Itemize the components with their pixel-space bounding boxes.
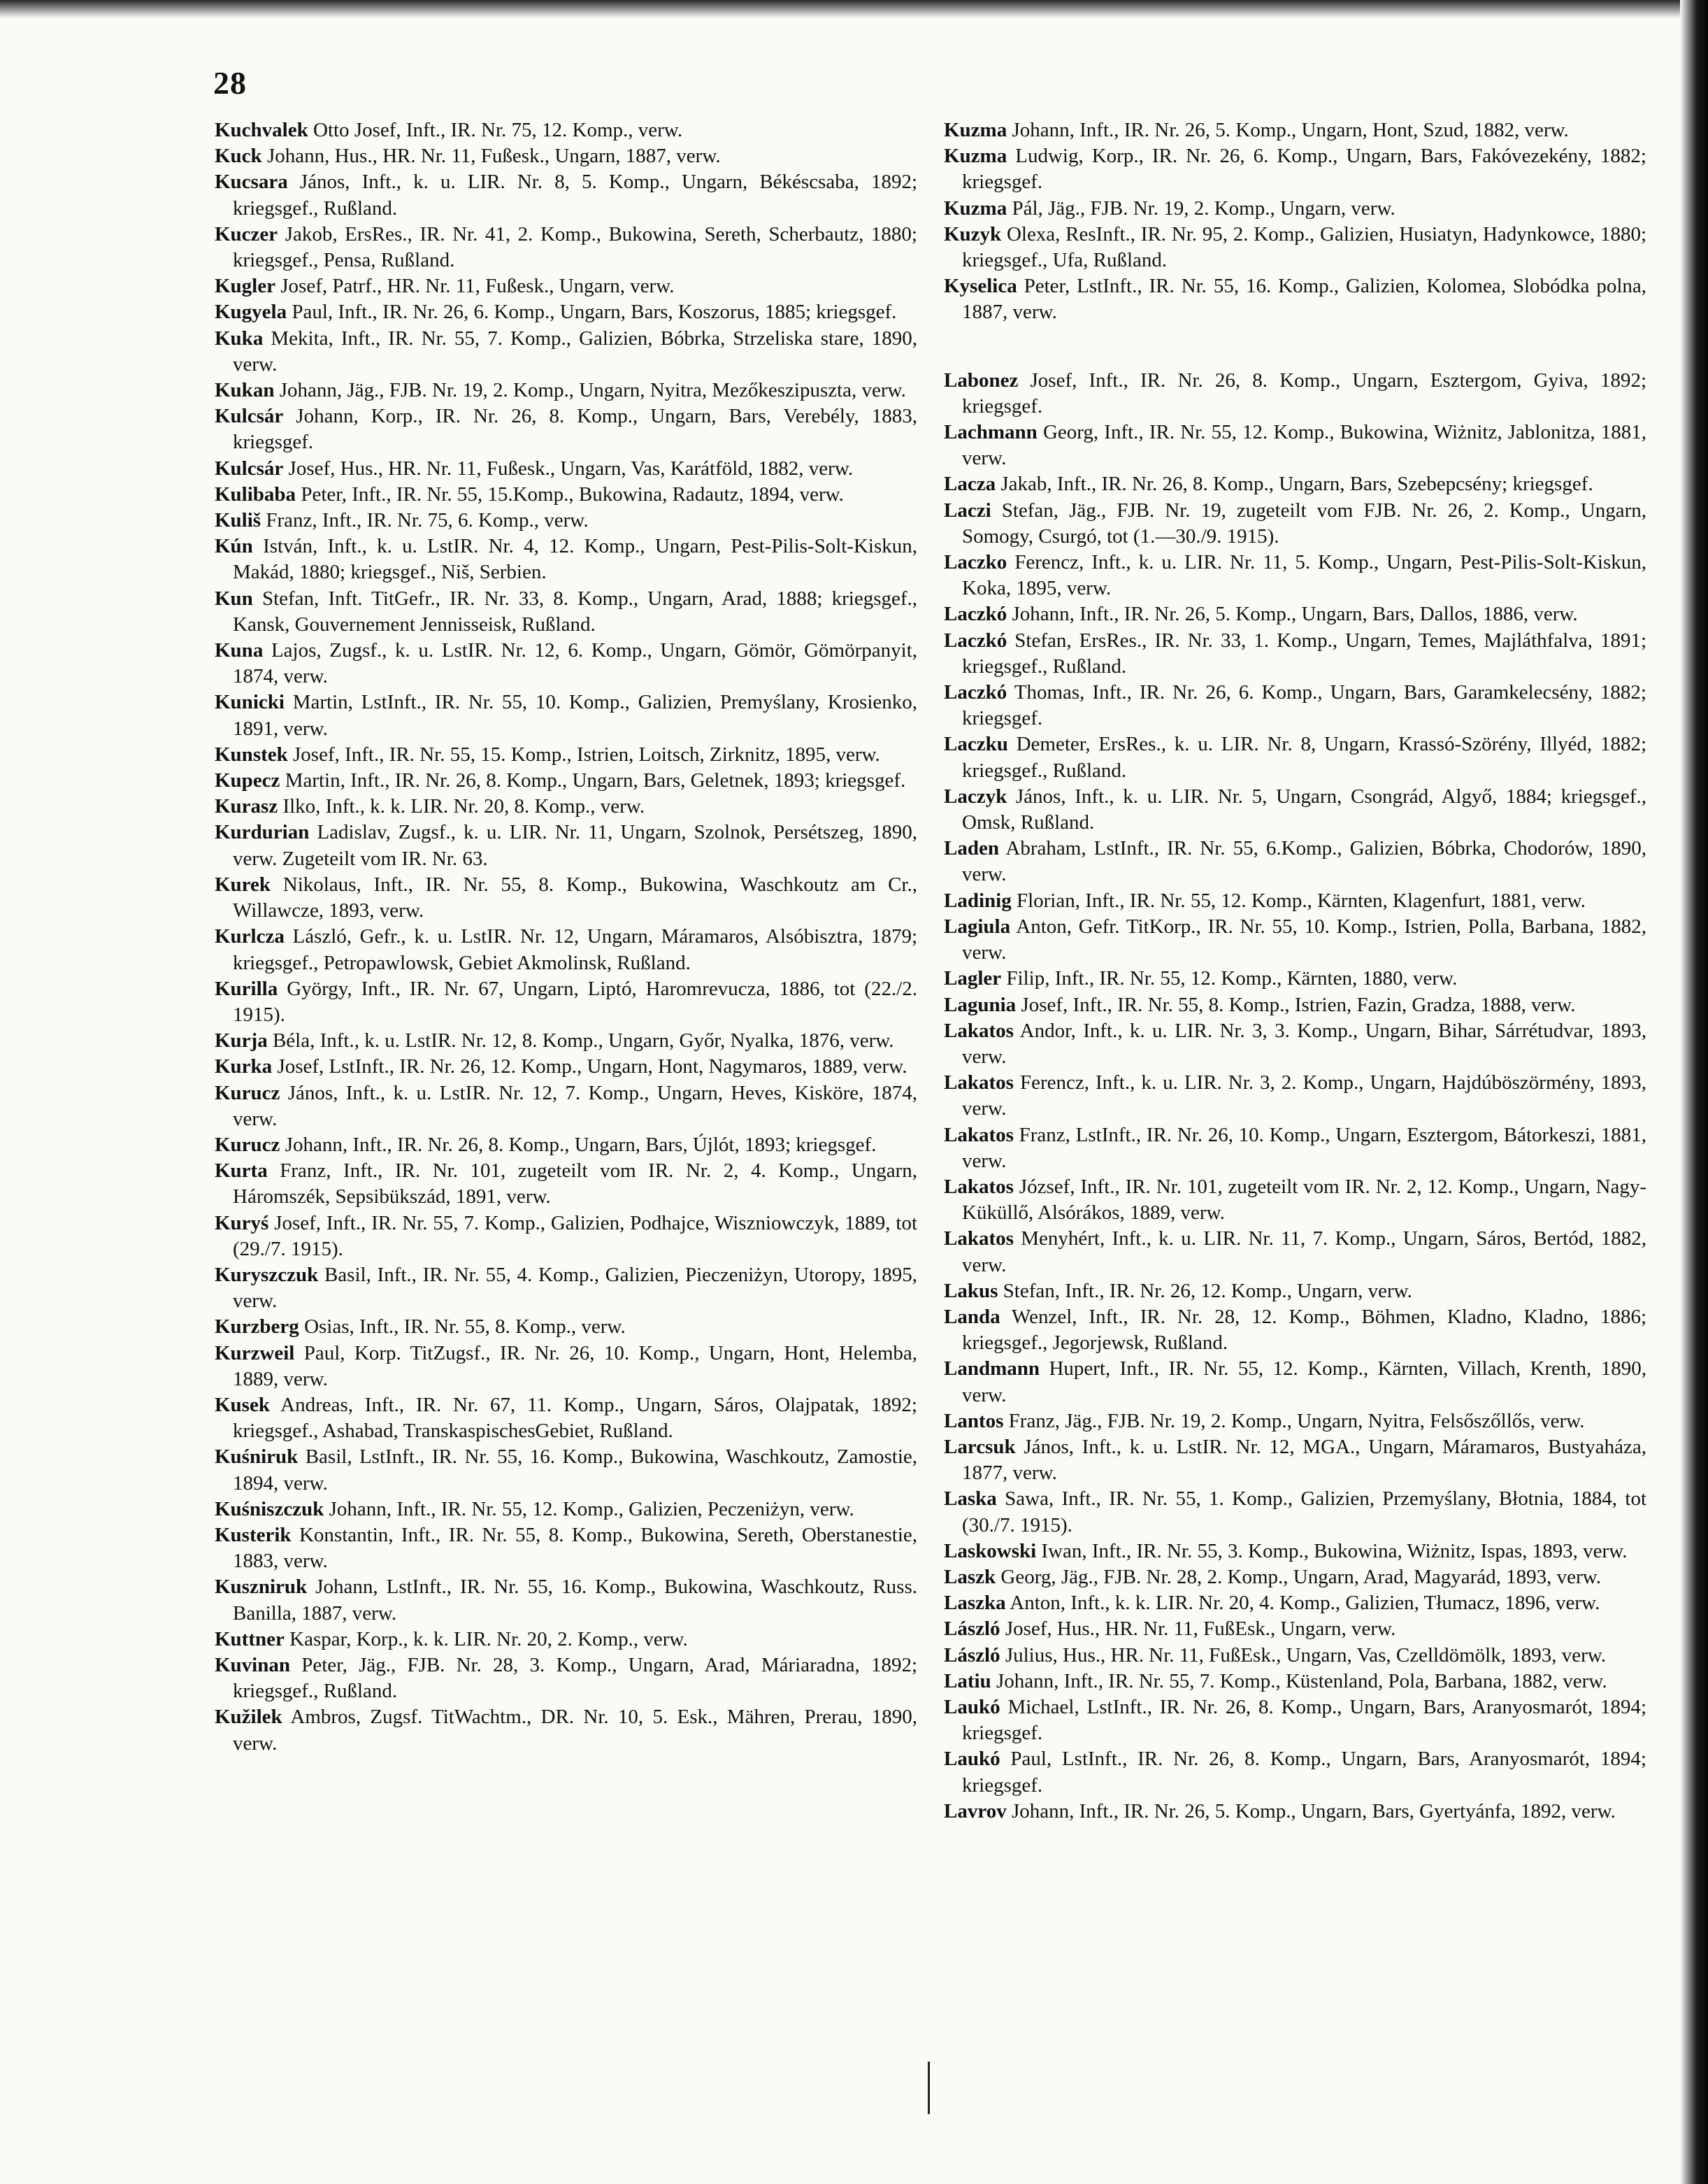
entry-details: Ilko, Inft., k. k. LIR. Nr. 20, 8. Komp., verw.	[282, 795, 645, 818]
list-item	[944, 784, 1646, 836]
entry-surname: Kuvinan	[215, 1653, 290, 1676]
entry-surname: Kužilek	[215, 1706, 282, 1729]
list-item	[215, 1444, 917, 1496]
entry-surname: Lagiula	[944, 915, 1011, 938]
entry-surname: Latiu	[944, 1669, 991, 1692]
list-item	[215, 924, 917, 976]
list-item	[944, 222, 1646, 273]
entry-surname: Larcsuk	[944, 1435, 1016, 1458]
list-item	[944, 731, 1646, 783]
right-column-k-section	[944, 117, 1646, 326]
entry-details: Konstantin, Inft., IR. Nr. 55, 8. Komp., Bukowina, Sereth, Oberstanestie, 1883, verw.	[233, 1523, 917, 1573]
entry-details: Franz, Jäg., FJB. Nr. 19, 2. Komp., Ungarn, Nyitra, Felsőszőllős, verw.	[1008, 1409, 1585, 1432]
list-item	[215, 1211, 917, 1262]
list-item	[215, 976, 917, 1028]
entry-surname: Laczi	[944, 499, 991, 522]
entry-details: Paul, Korp. TitZugsf., IR. Nr. 26, 10. Komp., Ungarn, Hont, Helemba, 1889, verw.	[233, 1341, 918, 1390]
list-item	[944, 1018, 1646, 1070]
entry-details: Stefan, Jäg., FJB. Nr. 19, zugeteilt vom FJB. Nr. 26, 2. Komp., Ungarn, Somogy, Csurgó, tot (1.—30./9. 1915).	[962, 499, 1647, 548]
list-item	[215, 1158, 917, 1210]
entry-details: Andreas, Inft., IR. Nr. 67, 11. Komp., Ungarn, Sáros, Olajpatak, 1892; kriegsgef., Ashabad, TranskaspischesGebiet, Rußland.	[233, 1393, 917, 1443]
entry-details: Ferencz, Inft., k. u. LIR. Nr. 3, 2. Komp., Ungarn, Hajdúböszörmény, 1893, verw.	[962, 1071, 1647, 1120]
entry-surname: Landmann	[944, 1357, 1040, 1380]
entry-details: József, Inft., IR. Nr. 101, zugeteilt vom IR. Nr. 2, 12. Komp., Ungarn, Nagy-Küküllő, Alsórákos, 1889, verw.	[962, 1175, 1647, 1225]
entry-details: Stefan, Inft., IR. Nr. 26, 12. Komp., Ungarn, verw.	[1003, 1279, 1412, 1302]
list-item	[215, 1392, 917, 1444]
entry-details: János, Inft., k. u. LstIR. Nr. 12, MGA., Ungarn, Máramaros, Bustyaháza, 1877, verw.	[962, 1435, 1646, 1485]
entry-details: Anton, Gefr. TitKorp., IR. Nr. 55, 10. Komp., Istrien, Polla, Barbana, 1882, verw.	[962, 915, 1647, 964]
entry-details: Ladislav, Zugsf., k. u. LIR. Nr. 11, Ungarn, Szolnok, Persétszeg, 1890, verw. Zugeteilt vom IR. Nr. 63.	[233, 821, 918, 870]
entry-surname: Lakatos	[944, 1071, 1014, 1094]
entry-surname: Kurja	[215, 1029, 268, 1052]
entry-details: Andor, Inft., k. u. LIR. Nr. 3, 3. Komp., Ungarn, Bihar, Sárrétudvar, 1893, verw.	[962, 1019, 1646, 1068]
list-item	[215, 638, 917, 690]
entry-surname: Landa	[944, 1305, 1000, 1328]
entry-surname: Lakatos	[944, 1019, 1014, 1042]
list-item	[944, 420, 1646, 471]
entry-details: Johann, Inft., IR. Nr. 26, 8. Komp., Ungarn, Bars, Újlót, 1893; kriegsgef.	[285, 1133, 877, 1156]
entry-details: Josef, Inft., IR. Nr. 26, 8. Komp., Ungarn, Esztergom, Gyiva, 1892; kriegsgef.	[962, 369, 1646, 417]
entry-surname: Ladinig	[944, 889, 1012, 912]
entry-surname: Kuck	[215, 145, 262, 168]
entry-surname: Kuttner	[215, 1627, 285, 1650]
entry-details: Johann, Inft., IR. Nr. 26, 5. Komp., Ungarn, Bars, Gyertyánfa, 1892, verw.	[1011, 1799, 1616, 1822]
entry-details: Johann, Inft., IR. Nr. 26, 5. Komp., Ungarn, Bars, Dallos, 1886, verw.	[1012, 603, 1578, 626]
entry-surname: Kyselica	[944, 275, 1017, 298]
entry-details: Josef, Inft., IR. Nr. 55, 15. Komp., Istrien, Loitsch, Zirknitz, 1895, verw.	[293, 743, 880, 766]
entry-surname: Kukan	[215, 379, 275, 402]
list-item	[215, 482, 917, 508]
list-item	[944, 1669, 1646, 1694]
entry-surname: Kurek	[215, 873, 271, 896]
entry-details: Franz, Inft., IR. Nr. 101, zugeteilt vom IR. Nr. 2, 4. Komp., Ungarn, Háromszék, Sepsibükszád, 1891, verw.	[233, 1159, 918, 1208]
list-item	[215, 1704, 917, 1756]
list-item	[944, 1278, 1646, 1304]
entry-details: Michael, LstInft., IR. Nr. 26, 8. Komp., Ungarn, Bars, Aranyosmarót, 1894; kriegsgef.	[962, 1695, 1647, 1745]
list-item	[944, 273, 1646, 325]
entry-details: Josef, LstInft., IR. Nr. 26, 12. Komp., Ungarn, Hont, Nagymaros, 1889, verw.	[277, 1055, 907, 1078]
entry-surname: Lagunia	[944, 993, 1017, 1016]
entry-details: Johann, Inft., IR. Nr. 55, 12. Komp., Galizien, Peczeniżyn, verw.	[329, 1497, 854, 1520]
entry-surname: Kuśniruk	[215, 1446, 299, 1469]
entry-surname: Kusterik	[215, 1523, 292, 1546]
entry-surname: Kuzma	[944, 197, 1007, 220]
entry-surname: Kulcsár	[215, 457, 284, 480]
entry-details: Béla, Inft., k. u. LstIR. Nr. 12, 8. Komp., Ungarn, Győr, Nyalka, 1876, verw.	[272, 1029, 894, 1052]
list-item	[215, 872, 917, 924]
entry-surname: Kulibaba	[215, 483, 296, 506]
list-item	[215, 1054, 917, 1080]
entry-surname: Kuzyk	[944, 222, 1002, 245]
entry-details: Ferencz, Inft., k. u. LIR. Nr. 11, 5. Komp., Ungarn, Pest-Pilis-Solt-Kiskun, Koka, 1895, verw.	[962, 551, 1647, 600]
entry-surname: Kunstek	[215, 743, 288, 766]
list-item	[215, 326, 917, 378]
entry-surname: Labonez	[944, 369, 1019, 392]
entry-details: János, Inft., k. u. LIR. Nr. 8, 5. Komp., Ungarn, Békéscsaba, 1892; kriegsgef., Rußland.	[233, 171, 917, 220]
list-item	[215, 117, 917, 143]
list-item	[215, 378, 917, 404]
list-item	[944, 1486, 1646, 1538]
list-item	[215, 404, 917, 455]
list-item	[215, 222, 917, 273]
list-item	[944, 1643, 1646, 1669]
entry-details: Pál, Jäg., FJB. Nr. 19, 2. Komp., Ungarn, verw.	[1012, 197, 1395, 220]
entry-surname: Kuka	[215, 327, 264, 350]
list-item	[215, 820, 917, 871]
entry-surname: Kurasz	[215, 795, 278, 818]
entry-details: Demeter, ErsRes., k. u. LIR. Nr. 8, Ungarn, Krassó-Szörény, Illyéd, 1882; kriegsgef., Rußland.	[962, 733, 1647, 782]
entry-details: Johann, Korp., IR. Nr. 26, 8. Komp., Ungarn, Bars, Verebély, 1883, kriegsgef.	[233, 405, 917, 454]
list-item	[944, 196, 1646, 222]
entry-surname: Kuchvalek	[215, 119, 308, 141]
entry-details: István, Inft., k. u. LstIR. Nr. 4, 12. Komp., Ungarn, Pest-Pilis-Solt-Kiskun, Makád, 1880; kriegsgef., Niš, Serbien.	[233, 535, 917, 584]
list-item	[215, 1314, 917, 1340]
list-item	[215, 1497, 917, 1522]
entry-details: Paul, LstInft., IR. Nr. 26, 8. Komp., Ungarn, Bars, Aranyosmarót, 1894; kriegsgef.	[962, 1748, 1646, 1797]
entry-surname: Kuliš	[215, 509, 261, 532]
entry-surname: Laukó	[944, 1748, 1000, 1771]
entry-details: Stefan, ErsRes., IR. Nr. 33, 1. Komp., Ungarn, Temes, Majláthfalva, 1891; kriegsgef., Rußland.	[962, 629, 1647, 678]
entry-surname: Lakatos	[944, 1227, 1014, 1250]
list-item	[944, 1746, 1646, 1798]
entry-surname: Kun	[215, 587, 253, 610]
list-item	[215, 273, 917, 299]
column-rule	[928, 2062, 930, 2114]
entry-details: Hupert, Inft., IR. Nr. 55, 12. Komp., Kärnten, Villach, Krenth, 1890, verw.	[962, 1357, 1646, 1406]
entry-surname: Kugyela	[215, 301, 287, 324]
entry-details: Josef, Hus., HR. Nr. 11, Fußesk., Ungarn, Vas, Karátföld, 1882, verw.	[288, 457, 854, 480]
entry-surname: Kunicki	[215, 691, 285, 714]
entry-details: Otto Josef, Inft., IR. Nr. 75, 12. Komp., verw.	[313, 119, 683, 141]
entry-surname: Laczku	[944, 733, 1008, 756]
list-item	[215, 794, 917, 820]
entry-surname: Kuczer	[215, 222, 278, 245]
entry-surname: Kún	[215, 535, 253, 558]
list-item	[944, 498, 1646, 550]
right-column	[944, 117, 1646, 1825]
entry-surname: Kurzweil	[215, 1341, 295, 1364]
entry-details: János, Inft., k. u. LIR. Nr. 5, Ungarn, Csongrád, Algyő, 1884; kriegsgef., Omsk, Rußland.	[962, 785, 1647, 834]
entry-surname: Lakatos	[944, 1123, 1014, 1146]
entry-surname: Kurucz	[215, 1133, 280, 1156]
entry-details: Lajos, Zugsf., k. u. LstIR. Nr. 12, 6. Komp., Ungarn, Gömör, Gömörpanyit, 1874, verw.	[233, 639, 917, 688]
entry-details: Florian, Inft., IR. Nr. 55, 12. Komp., Kärnten, Klagenfurt, 1881, verw.	[1016, 889, 1586, 912]
entry-surname: László	[944, 1643, 1000, 1666]
scan-shadow-right	[1680, 0, 1708, 2184]
list-item	[944, 550, 1646, 601]
entry-details: Ambros, Zugsf. TitWachtm., DR. Nr. 10, 5. Esk., Mähren, Prerau, 1890, verw.	[233, 1706, 918, 1755]
list-item	[944, 471, 1646, 497]
list-item	[215, 1341, 917, 1392]
list-item	[944, 1356, 1646, 1408]
entry-surname: Kurzberg	[215, 1315, 299, 1339]
entry-surname: Kurucz	[215, 1081, 280, 1104]
entry-details: Ludwig, Korp., IR. Nr. 26, 6. Komp., Ungarn, Bars, Fakóvezekény, 1882; kriegsgef.	[962, 145, 1646, 194]
list-item	[944, 992, 1646, 1018]
list-item	[215, 1574, 917, 1626]
entry-surname: Kuśniszczuk	[215, 1497, 324, 1520]
entry-details: Abraham, LstInft., IR. Nr. 55, 6.Komp., Galizien, Bóbrka, Chodorów, 1890, verw.	[962, 837, 1646, 886]
entry-surname: Kurlcza	[215, 925, 285, 948]
list-item	[944, 888, 1646, 914]
right-column-l-section	[944, 368, 1646, 1825]
list-item	[944, 680, 1646, 731]
list-item	[215, 534, 917, 585]
list-item	[215, 299, 917, 325]
entry-surname: Kupecz	[215, 769, 280, 792]
entry-details: Basil, Inft., IR. Nr. 55, 4. Komp., Galizien, Pieczeniżyn, Utoropy, 1895, verw.	[233, 1263, 918, 1313]
entry-details: Wenzel, Inft., IR. Nr. 28, 12. Komp., Böhmen, Kladno, Kladno, 1886; kriegsgef., Jegorjewsk, Rußland.	[962, 1305, 1646, 1355]
list-item	[944, 1616, 1646, 1642]
entry-details: Jakab, Inft., IR. Nr. 26, 8. Komp., Ungarn, Bars, Szebepcsény; kriegsgef.	[1000, 473, 1593, 496]
entry-surname: Laukó	[944, 1695, 1000, 1718]
entry-details: Menyhért, Inft., k. u. LIR. Nr. 11, 7. Komp., Ungarn, Sáros, Bertód, 1882, verw.	[962, 1227, 1646, 1276]
entry-surname: Laczko	[944, 551, 1007, 574]
entry-surname: Lacza	[944, 473, 996, 496]
entry-details: Olexa, ResInft., IR. Nr. 95, 2. Komp., Galizien, Husiatyn, Hadynkowce, 1880; kriegsgef., Ufa, Rußland.	[962, 222, 1646, 272]
entry-details: Kaspar, Korp., k. k. LIR. Nr. 20, 2. Komp., verw.	[289, 1627, 688, 1650]
entry-details: Johann, LstInft., IR. Nr. 55, 16. Komp., Bukowina, Waschkoutz, Russ. Banilla, 1887, verw.	[233, 1576, 917, 1625]
list-item	[944, 1434, 1646, 1486]
entry-details: Peter, Inft., IR. Nr. 55, 15.Komp., Bukowina, Radautz, 1894, verw.	[301, 483, 844, 506]
list-item	[215, 456, 917, 482]
entry-surname: Kurdurian	[215, 821, 310, 844]
list-item	[215, 1627, 917, 1653]
entry-details: Peter, Jäg., FJB. Nr. 28, 3. Komp., Ungarn, Arad, Máriaradna, 1892; kriegsgef., Rußland.	[233, 1653, 918, 1703]
list-item	[944, 1564, 1646, 1590]
entry-surname: Laczkó	[944, 629, 1007, 652]
entry-details: Iwan, Inft., IR. Nr. 55, 3. Komp., Bukowina, Wiżnitz, Ispas, 1893, verw.	[1041, 1539, 1628, 1562]
entry-surname: Lachmann	[944, 421, 1038, 444]
entry-surname: László	[944, 1618, 1000, 1641]
page-number: 28	[213, 65, 247, 101]
list-item	[215, 1653, 917, 1704]
entry-surname: Kuna	[215, 639, 264, 662]
list-item	[944, 1122, 1646, 1174]
list-item	[215, 1028, 917, 1054]
entry-surname: Lakatos	[944, 1175, 1014, 1198]
entry-surname: Laczkó	[944, 603, 1007, 626]
entry-details: Josef, Hus., HR. Nr. 11, FußEsk., Ungarn, verw.	[1005, 1618, 1396, 1641]
entry-surname: Kucsara	[215, 171, 288, 194]
list-item	[215, 1080, 917, 1132]
entry-details: Johann, Hus., HR. Nr. 11, Fußesk., Ungarn, 1887, verw.	[266, 145, 721, 168]
entry-details: Stefan, Inft. TitGefr., IR. Nr. 33, 8. Komp., Ungarn, Arad, 1888; kriegsgef., Kansk, Gouvernement Jennisseisk, Rußland.	[233, 587, 918, 636]
entry-surname: Lakus	[944, 1279, 998, 1302]
list-item	[944, 117, 1646, 143]
list-item	[215, 143, 917, 169]
entry-surname: Kusek	[215, 1393, 270, 1416]
entry-surname: Laczkó	[944, 681, 1007, 704]
entry-surname: Lagler	[944, 967, 1002, 990]
list-item	[944, 836, 1646, 887]
entry-details: Nikolaus, Inft., IR. Nr. 55, 8. Komp., Bukowina, Waschkoutz am Cr., Willawcze, 1893, verw.	[233, 873, 917, 922]
list-item	[944, 966, 1646, 992]
entry-surname: Kuzma	[944, 145, 1007, 168]
list-item	[215, 586, 917, 638]
entry-surname: Laskowski	[944, 1539, 1037, 1562]
entry-surname: Laden	[944, 837, 999, 860]
list-item	[944, 628, 1646, 680]
entry-surname: Lavrov	[944, 1799, 1007, 1822]
entry-details: Thomas, Inft., IR. Nr. 26, 6. Komp., Ungarn, Bars, Garamkelecsény, 1882; kriegsgef.	[962, 681, 1646, 730]
entry-details: Johann, Inft., IR. Nr. 26, 5. Komp., Ungarn, Hont, Szud, 1882, verw.	[1012, 119, 1569, 141]
list-item	[944, 368, 1646, 420]
list-item	[215, 690, 917, 741]
section-gap	[944, 326, 1646, 368]
list-item	[215, 768, 917, 794]
entry-surname: Lantos	[944, 1409, 1004, 1432]
list-item	[215, 1262, 917, 1314]
entry-details: Franz, LstInft., IR. Nr. 26, 10. Komp., Ungarn, Esztergom, Bátorkeszi, 1881, verw.	[962, 1123, 1646, 1172]
list-item	[944, 1590, 1646, 1616]
entry-details: Basil, LstInft., IR. Nr. 55, 16. Komp., Bukowina, Waschkoutz, Zamostie, 1894, verw.	[233, 1446, 918, 1494]
entry-details: Osias, Inft., IR. Nr. 55, 8. Komp., verw.	[304, 1315, 626, 1339]
entry-details: Filip, Inft., IR. Nr. 55, 12. Komp., Kärnten, 1880, verw.	[1006, 967, 1458, 990]
list-item	[944, 1070, 1646, 1122]
list-item	[944, 1539, 1646, 1564]
entry-surname: Kuryszczuk	[215, 1263, 319, 1286]
entry-details: Johann, Jäg., FJB. Nr. 19, 2. Komp., Ungarn, Nyitra, Mezőkeszipuszta, verw.	[279, 379, 906, 402]
entry-surname: Kuryś	[215, 1211, 269, 1234]
list-item	[944, 1174, 1646, 1226]
entry-surname: Laszk	[944, 1565, 996, 1588]
list-item	[215, 1132, 917, 1158]
list-item	[215, 169, 917, 221]
entry-surname: Laczyk	[944, 785, 1007, 808]
list-item	[215, 742, 917, 768]
list-item	[944, 1408, 1646, 1434]
list-item	[944, 1304, 1646, 1356]
entry-details: Peter, LstInft., IR. Nr. 55, 16. Komp., Galizien, Kolomea, Slobódka polna, 1887, verw.	[962, 275, 1646, 324]
entry-surname: Kulcsár	[215, 405, 284, 428]
entry-details: Paul, Inft., IR. Nr. 26, 6. Komp., Ungarn, Bars, Koszorus, 1885; kriegsgef.	[292, 301, 897, 324]
entry-details: Sawa, Inft., IR. Nr. 55, 1. Komp., Galizien, Przemyślany, Błotnia, 1884, tot (30./7. 1915).	[962, 1487, 1647, 1536]
entry-details: Mekita, Inft., IR. Nr. 55, 7. Komp., Galizien, Bóbrka, Strzeliska stare, 1890, verw.	[233, 327, 918, 376]
list-item	[215, 1522, 917, 1574]
list-item	[944, 914, 1646, 966]
entry-details: Jakob, ErsRes., IR. Nr. 41, 2. Komp., Bukowina, Sereth, Scherbautz, 1880; kriegsgef., Pensa, Rußland.	[233, 222, 917, 272]
left-column	[215, 117, 917, 1757]
list-item	[944, 143, 1646, 195]
list-item	[944, 601, 1646, 627]
entry-details: János, Inft., k. u. LstIR. Nr. 12, 7. Komp., Ungarn, Heves, Kisköre, 1874, verw.	[233, 1081, 917, 1130]
list-item	[944, 1799, 1646, 1825]
entry-surname: Kuzma	[944, 119, 1007, 141]
scan-shadow-top	[0, 0, 1708, 18]
entry-details: László, Gefr., k. u. LstIR. Nr. 12, Ungarn, Máramaros, Alsóbisztra, 1879; kriegsgef., Petropawlowsk, Gebiet Akmolinsk, Rußland.	[233, 925, 918, 974]
list-item	[215, 508, 917, 534]
entry-details: Anton, Inft., k. k. LIR. Nr. 20, 4. Komp., Galizien, Tłumacz, 1896, verw.	[1010, 1592, 1600, 1615]
entry-details: Georg, Jäg., FJB. Nr. 28, 2. Komp., Ungarn, Arad, Magyarád, 1893, verw.	[1000, 1565, 1601, 1588]
entry-surname: Kurta	[215, 1159, 268, 1183]
entry-details: György, Inft., IR. Nr. 67, Ungarn, Liptó, Haromrevucza, 1886, tot (22./2. 1915).	[233, 977, 917, 1026]
entry-details: Martin, Inft., IR. Nr. 26, 8. Komp., Ungarn, Bars, Geletnek, 1893; kriegsgef.	[285, 769, 906, 792]
entry-details: Josef, Inft., IR. Nr. 55, 7. Komp., Galizien, Podhajce, Wiszniowczyk, 1889, tot (29./7. 1915).	[233, 1211, 918, 1260]
entry-surname: Kurka	[215, 1055, 273, 1078]
entry-details: Josef, Inft., IR. Nr. 55, 8. Komp., Istrien, Fazin, Gradza, 1888, verw.	[1021, 993, 1576, 1016]
entry-details: Georg, Inft., IR. Nr. 55, 12. Komp., Bukowina, Wiżnitz, Jablonitza, 1881, verw.	[962, 421, 1646, 470]
entry-surname: Laszka	[944, 1592, 1006, 1615]
entry-surname: Kugler	[215, 275, 275, 298]
entry-surname: Kurilla	[215, 977, 278, 1000]
entry-surname: Kuszniruk	[215, 1576, 308, 1599]
entry-details: Josef, Patrf., HR. Nr. 11, Fußesk., Ungarn, verw.	[280, 275, 675, 298]
list-item	[944, 1694, 1646, 1746]
list-item	[944, 1226, 1646, 1278]
entry-details: Franz, Inft., IR. Nr. 75, 6. Komp., verw.	[266, 509, 589, 532]
entry-details: Johann, Inft., IR. Nr. 55, 7. Komp., Küstenland, Pola, Barbana, 1882, verw.	[996, 1669, 1607, 1692]
entry-details: Julius, Hus., HR. Nr. 11, FußEsk., Ungarn, Vas, Czelldömölk, 1893, verw.	[1005, 1643, 1607, 1666]
entry-surname: Laska	[944, 1487, 997, 1511]
entry-details: Martin, LstInft., IR. Nr. 55, 10. Komp., Galizien, Premyślany, Krosienko, 1891, verw.	[233, 691, 917, 740]
